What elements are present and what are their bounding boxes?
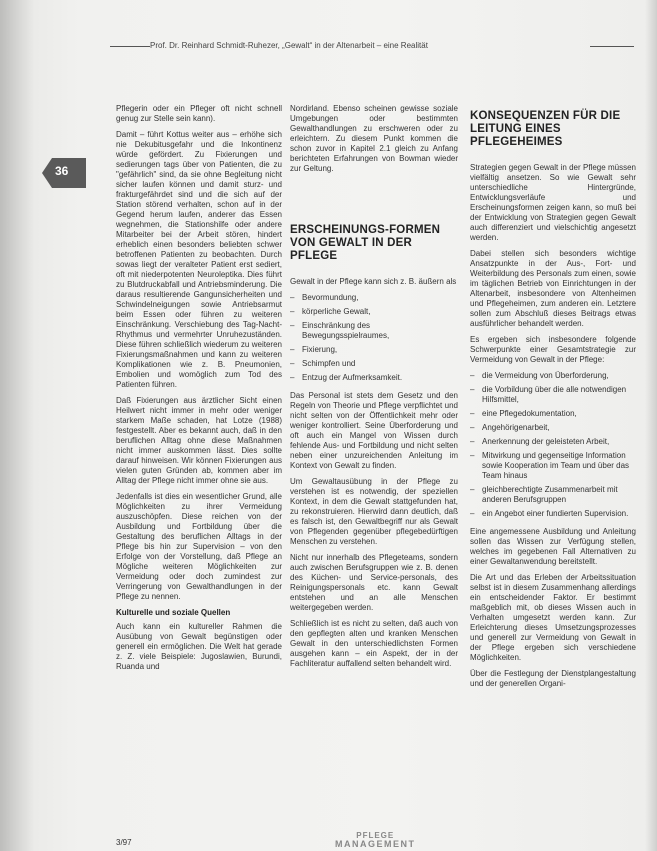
paragraph: Das Personal ist stets dem Gesetz und den Regeln von Theorie und Pflege verpflichtet und nicht selten von der Öffentlichkeit mehr oder weniger kontrolliert. Seine Überforderung und oft auch ein Mangel von Wissen durch fehlende Aus- und Fortbildung und nicht selten neben einer unzureichenden Anleitung im Kontext von Gewalt zu finden. xyxy=(290,391,458,470)
paragraph: Nicht nur innerhalb des Pflegeteams, sondern auch zwischen Berufsgruppen wie z. B. denen des Küchen- und Service-personals, des Reinigungspersonals etc. kann Gewalt entstehen und an alle Menschen weitergegeben werden. xyxy=(290,553,458,612)
spine-shadow xyxy=(0,0,34,851)
paragraph: Eine angemessene Ausbildung und Anleitung sollen das Wissen zur Verfügung stellen, welches im gegebenen Fall Alternativen zu einer Gewaltanwendung bereitstellt. xyxy=(470,527,636,566)
paragraph: Daß Fixierungen aus ärztlicher Sicht einen Heilwert nicht immer in mehr oder weniger starkem Maße schaden, hat Lotze (1988) festgestellt. Aber es bekannt auch, daß in den beruflichen Alltag ohne diese Maßnahmen nicht immer auskommen lässt. Dies sollte darauf hinweisen. Wir können Fixierungen aus vielen guten Gründen ab, kommen aber im Alltag der Pflege nicht immer ohne sie aus. xyxy=(116,396,282,485)
logo-line-2: MANAGEMENT xyxy=(335,839,416,849)
paragraph: Die Art und das Erleben der Arbeitssituation selbst ist in diesem Zusammenhang allerdings ein entscheidender Faktor. Er bestimmt maßgeblich mit, ob dieses Wissen auch in Verhalten umgesetzt werden kann. Zur Erleichterung dieses Umsetzungsprozesses und generell zur Vermeidung von Gewalt in der Pflege ergeben sich verschiedene Möglichkeiten. xyxy=(470,573,636,662)
list-item: – Bevormundung, xyxy=(290,293,458,303)
page-number: 36 xyxy=(55,164,69,178)
magazine-logo xyxy=(335,832,416,848)
bullet-list xyxy=(470,371,636,519)
paragraph: Schließlich ist es nicht zu selten, daß auch von den gepflegten alten und kranken Menschen Gewalt in den unterschiedlichsten Formen ausgehen kann – ein Aspekt, der in der Fachliteratur auffallend selten behandelt wird. xyxy=(290,619,458,668)
paragraph: Dabei stellen sich besonders wichtige Ansatzpunkte in der Aus-, Fort- und Weiterbildung des Personals zum einen, sowie im täglichen Betrieb von Einrichtungen in der Altenarbeit, insbesondere von Altenheimen und Pflegeheimen, zum anderen ein. Letztere sollen zum Abschluß dieses Beitrags etwas ausführlicher behandelt werden. xyxy=(470,249,636,328)
issue-number: 3/97 xyxy=(116,838,132,847)
header-rule-right xyxy=(590,46,634,47)
paragraph: Über die Festlegung der Dienstplangestaltung und der generellen Organi- xyxy=(470,669,636,688)
list-item: – eine Pflegedokumentation, xyxy=(470,409,636,419)
list-item: – Fixierung, xyxy=(290,345,458,355)
running-header: Prof. Dr. Reinhard Schmidt-Ruhezer, „Gewalt“ in der Altenarbeit – eine Realität xyxy=(150,41,428,50)
list-intro: Gewalt in der Pflege kann sich z. B. äußern als xyxy=(290,277,457,286)
list-item: – Einschränkung des Bewegungsspielraumes, xyxy=(290,321,458,341)
section-title: KONSEQUENZEN FÜR DIE LEITUNG EINES PFLEGEHEIMES xyxy=(470,110,621,148)
paragraph: Nordirland. Ebenso scheinen gewisse soziale Umgebungen oder bestimmten Gewalthandlungen zu erschweren oder zu erleichtern. Zu diesem Punkt kommen die schon zuvor in Kapitel 2.1 gleich zu Anfang berichteten Erfahrungen von Bowman wieder zur Geltung. xyxy=(290,104,458,173)
paragraph: Auch kann ein kultureller Rahmen die Ausübung von Gewalt begünstigen oder generell ein ermöglichen. Die Welt hat gerade z. Z. viele Beispiele: Jugoslawien, Burundi, Ruanda und xyxy=(116,622,282,671)
section-title: ERSCHEINUNGS-FORMEN VON GEWALT IN DER PFLEGE xyxy=(290,224,441,262)
list-item: – gleichberechtigte Zusammenarbeit mit anderen Berufsgruppen xyxy=(470,485,636,505)
list-item: – die Vermeidung von Überforderung, xyxy=(470,371,636,381)
paragraph: Um Gewaltausübung in der Pflege zu verstehen ist es notwendig, der speziellen Kontext, in dem die Gewalt stattgefunden hat, zu rekonstruieren. Hierwird dann deutlich, daß es falsch ist, den Gewaltbegriff nur als Gewalt von Pflegenden gegenüber pflegebedürftigen Menschen zu verstehen. xyxy=(290,477,458,546)
column-2 xyxy=(290,104,458,675)
bullet-list xyxy=(290,293,458,383)
header-rule-left xyxy=(110,46,150,47)
column-3 xyxy=(470,110,636,695)
logo-line-1: PFLEGE xyxy=(356,831,395,840)
paragraph: Damit – führt Kottus weiter aus – erhöhe sich nie Dekubitusgefahr und die Inkontinenz würde gefördert. Zu Fixierungen und sedierungen tags über von Patienten, die zu "gefährlich" sind, da sie ohne Begleitung nicht sicher laufen können und damit sturz- und frakturgefährdet sind und die sich auf der Station störend verhalten, schon auf in der Gegend herum laufen, anderer das Essen wegnehmen, die Stationshilfe oder andere Mitarbeiter bei der Arbeit stören, hindert erheblich einen besonders beliebten schwer betroffenen Patienten zu beobachten. Durch sowas liegt der veralteter Patient erst sediert, oft mit niederpotenten Neuroleptika. Dies führt zu Blutdruckabfall und Antriebsminderung. Die daraus resultierende Gangunsicherheiten und Schwindelneigungen sowie Antriebsarmut beim Essen oder führen zu weiteren Einschränkung. Verschiebung des Tag-Nacht-Rhythmus und vermehrter Unruhezuständen. Diese führen schließlich wiederum zu weiteren Fixierungsmaßnahmen und kann zu weiteren Komplikationen wie z. B. Pneumonien, Embolien und womöglich zum Tod des Patienten führen. xyxy=(116,130,282,389)
list-item: – ein Angebot einer fundierten Supervision. xyxy=(470,509,636,519)
column-1 xyxy=(116,104,282,678)
list-item: – Angehörigenarbeit, xyxy=(470,423,636,433)
list-item: – die Vorbildung über die alle notwendigen Hilfsmittel, xyxy=(470,385,636,405)
list-item: – Entzug der Aufmerksamkeit. xyxy=(290,373,458,383)
list-item: – Schimpfen und xyxy=(290,359,458,369)
paragraph: Pflegerin oder ein Pfleger oft nicht schnell genug zur Stelle sein kann). xyxy=(116,104,282,123)
paragraph: Jedenfalls ist dies ein wesentlicher Grund, alle Möglichkeiten zu ihrer Vermeidung auszuschöpfen. Diese reichen von der Ausbildung und Fortbildung über die Gestaltung des beruflichen Alltags in der Pflege bis hin zur Supervision – von den Erfolge von der Vorstellung, daß Pflege an Mögliche weiteren Möglichkeiten zur Vermeidung oder doch zumindest zur Verringerung von Gewalthandlungen in der Pflege zu nennen. xyxy=(116,492,282,601)
page-edge-shadow xyxy=(645,0,657,851)
page-number-marker xyxy=(42,158,86,188)
paragraph: Es ergeben sich insbesondere folgende Schwerpunkte einer Gesamtstrategie zur Vermeidung von Gewalt in der Pflege: xyxy=(470,335,636,364)
paragraph: Strategien gegen Gewalt in der Pflege müssen vielfältig ansetzen. So wie Gewalt sehr unterschiedliche Hintergründe, Entwicklungsverläufe und Erscheinungsformen zeigen kann, so muß bei der Entwicklung von Strategien gegen Gewalt auch differenziert und vielschichtig angesetzt werden. xyxy=(470,163,636,242)
list-item: – Mitwirkung und gegenseitige Information sowie Kooperation im Team und über das Team hinaus xyxy=(470,451,636,481)
list-item: – Anerkennung der geleisteten Arbeit, xyxy=(470,437,636,447)
list-item: – körperliche Gewalt, xyxy=(290,307,458,317)
subheading: Kulturelle und soziale Quellen xyxy=(116,608,231,617)
